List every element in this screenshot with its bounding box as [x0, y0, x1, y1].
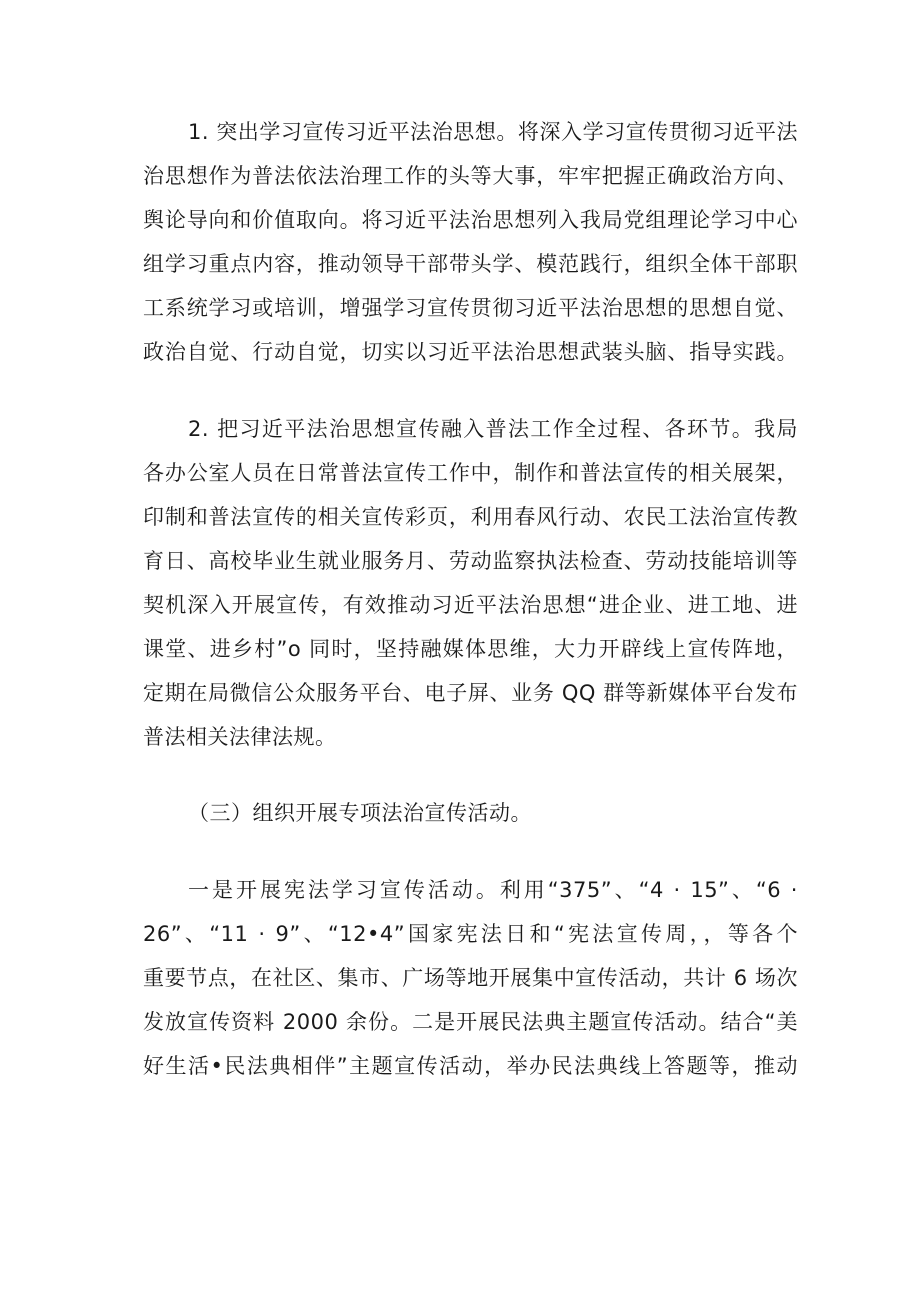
- text-line: 普法相关法律法规。: [143, 725, 337, 749]
- text-line: 发放宣传资料 2000 余份。二是开展民法典主题宣传活动。结合“美: [143, 1010, 798, 1034]
- text-line: 2. 把习近平法治思想宣传融入普法工作全过程、各环节。我局: [188, 417, 798, 441]
- text-line: 一是开展宪法学习宣传活动。利用“375”、“4 · 15”、“6 ·: [188, 878, 798, 902]
- text-line: 组学习重点内容，推动领导干部带头学、模范践行，组织全体干部职: [143, 252, 798, 276]
- text-line: 26”、“11 · 9”、“12•4”国家宪法日和“宪法宣传周，，等各个: [143, 922, 798, 946]
- section-heading: （三）组织开展专项法治宣传活动。: [188, 801, 532, 825]
- text-line: 工系统学习或培训，增强学习宣传贯彻习近平法治思想的思想自觉、: [143, 296, 798, 320]
- text-line: 各办公室人员在日常普法宣传工作中，制作和普法宣传的相关展架，: [143, 461, 798, 485]
- text-line: 重要节点，在社区、集市、广场等地开展集中宣传活动，共计 6 场次: [143, 966, 798, 990]
- text-line: 契机深入开展宣传，有效推动习近平法治思想“进企业、进工地、进: [143, 593, 798, 617]
- text-line: 课堂、进乡村”o 同时，坚持融媒体思维，大力开辟线上宣传阵地，: [143, 637, 798, 661]
- text-line: 1. 突出学习宣传习近平法治思想。将深入学习宣传贯彻习近平法: [188, 120, 798, 144]
- text-line: 政治自觉、行动自觉，切实以习近平法治思想武装头脑、指导实践。: [143, 340, 798, 364]
- text-line: 定期在局微信公众服务平台、电子屏、业务 QQ 群等新媒体平台发布: [143, 681, 798, 705]
- text-line: 好生活•民法典相伴”主题宣传活动，举办民法典线上答题等，推动: [143, 1054, 798, 1078]
- text-line: 舆论导向和价值取向。将习近平法治思想列入我局党组理论学习中心: [143, 208, 798, 232]
- text-line: 育日、高校毕业生就业服务月、劳动监察执法检查、劳动技能培训等: [143, 549, 798, 573]
- text-line: 治思想作为普法依法治理工作的头等大事，牢牢把握正确政治方向、: [143, 164, 798, 188]
- text-line: 印制和普法宣传的相关宣传彩页，利用春风行动、农民工法治宣传教: [143, 505, 798, 529]
